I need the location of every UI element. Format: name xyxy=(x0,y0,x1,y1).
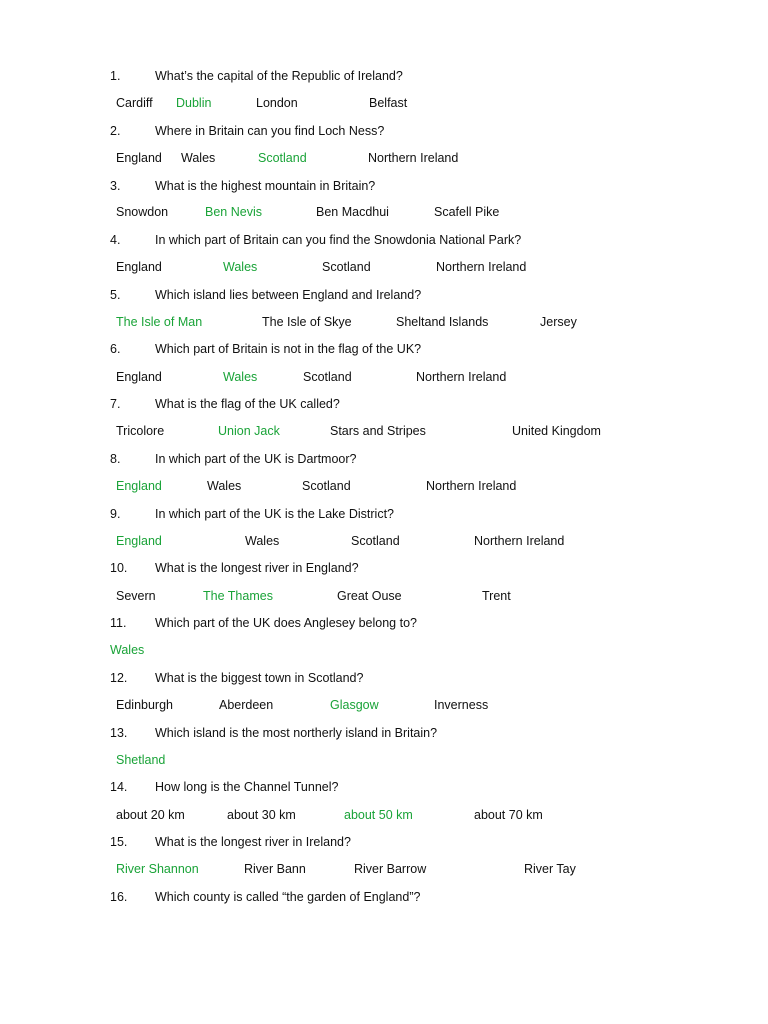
answer-option: Wales xyxy=(207,479,242,493)
answer-option: Inverness xyxy=(434,698,489,712)
answer-option: Northern Ireland xyxy=(436,260,527,274)
question-text: Which island lies between England and Ireland? xyxy=(155,288,422,302)
question-4 xyxy=(0,233,768,251)
answer-option: Jersey xyxy=(540,315,577,329)
question-number: 14. xyxy=(110,780,128,794)
question-text: Which part of Britain is not in the flag of the UK? xyxy=(155,342,422,356)
question-number: 16. xyxy=(110,890,128,904)
answer-option: Scafell Pike xyxy=(434,205,500,219)
question-text: What is the longest river in Ireland? xyxy=(155,835,351,849)
answer-row-8 xyxy=(0,479,768,497)
correct-answer-option: England xyxy=(116,534,162,548)
answer-option: River Barrow xyxy=(354,862,427,876)
question-15 xyxy=(0,835,768,853)
answer-option: England xyxy=(116,151,162,165)
question-2 xyxy=(0,124,768,142)
question-text: What is the flag of the UK called? xyxy=(155,397,340,411)
correct-answer-option: Shetland xyxy=(116,753,166,767)
answer-row-5 xyxy=(0,315,768,333)
correct-answer-option: about 50 km xyxy=(344,808,413,822)
answer-option: Aberdeen xyxy=(219,698,274,712)
question-text: Which part of the UK does Anglesey belong to? xyxy=(155,616,417,630)
question-16 xyxy=(0,890,768,908)
answer-option: Snowdon xyxy=(116,205,169,219)
answer-option: Northern Ireland xyxy=(368,151,459,165)
answer-option: River Bann xyxy=(244,862,306,876)
answer-row-10 xyxy=(0,589,768,607)
correct-answer-option: The Thames xyxy=(203,589,273,603)
correct-answer-option: England xyxy=(116,479,162,493)
answer-row-1 xyxy=(0,96,768,114)
correct-answer-option: Scotland xyxy=(258,151,307,165)
answer-option: Tricolore xyxy=(116,424,165,438)
question-number: 3. xyxy=(110,179,121,193)
correct-answer-option: Glasgow xyxy=(330,698,379,712)
answer-row-4 xyxy=(0,260,768,278)
answer-option: Cardiff xyxy=(116,96,153,110)
question-11 xyxy=(0,616,768,634)
answer-row-11 xyxy=(0,643,768,661)
question-text: In which part of the UK is the Lake District? xyxy=(155,507,394,521)
question-7 xyxy=(0,397,768,415)
question-text: Which island is the most northerly island in Britain? xyxy=(155,726,438,740)
question-text: In which part of Britain can you find the Snowdonia National Park? xyxy=(155,233,522,247)
question-number: 9. xyxy=(110,507,121,521)
answer-option: England xyxy=(116,370,162,384)
question-number: 6. xyxy=(110,342,121,356)
answer-row-13 xyxy=(0,753,768,771)
question-10 xyxy=(0,561,768,579)
answer-option: Scotland xyxy=(322,260,371,274)
answer-option: Great Ouse xyxy=(337,589,402,603)
answer-option: Severn xyxy=(116,589,156,603)
answer-option: Northern Ireland xyxy=(474,534,565,548)
answer-option: about 70 km xyxy=(474,808,543,822)
answer-option: Northern Ireland xyxy=(426,479,517,493)
question-number: 5. xyxy=(110,288,121,302)
question-number: 4. xyxy=(110,233,121,247)
answer-row-14 xyxy=(0,808,768,826)
question-number: 8. xyxy=(110,452,121,466)
question-12 xyxy=(0,671,768,689)
question-number: 1. xyxy=(110,69,121,83)
question-text: How long is the Channel Tunnel? xyxy=(155,780,339,794)
correct-answer-option: Ben Nevis xyxy=(205,205,262,219)
answer-option: Wales xyxy=(245,534,280,548)
question-1 xyxy=(0,69,768,87)
question-number: 12. xyxy=(110,671,128,685)
question-text: Where in Britain can you find Loch Ness? xyxy=(155,124,385,138)
correct-answer-option: River Shannon xyxy=(116,862,199,876)
question-text: Which county is called “the garden of England”? xyxy=(155,890,421,904)
answer-row-3 xyxy=(0,205,768,223)
correct-answer-option: The Isle of Man xyxy=(116,315,203,329)
question-3 xyxy=(0,179,768,197)
correct-answer-option: Dublin xyxy=(176,96,212,110)
answer-option: Scotland xyxy=(303,370,352,384)
answer-option: England xyxy=(116,260,162,274)
answer-row-2 xyxy=(0,151,768,169)
answer-option: Scotland xyxy=(351,534,400,548)
answer-option: about 30 km xyxy=(227,808,296,822)
answer-option: Stars and Stripes xyxy=(330,424,426,438)
answer-option: Trent xyxy=(482,589,511,603)
question-text: What’s the capital of the Republic of Ireland? xyxy=(155,69,403,83)
answer-option: The Isle of Skye xyxy=(262,315,352,329)
question-number: 7. xyxy=(110,397,121,411)
answer-option: River Tay xyxy=(524,862,576,876)
answer-option: Wales xyxy=(181,151,216,165)
question-6 xyxy=(0,342,768,360)
question-text: In which part of the UK is Dartmoor? xyxy=(155,452,357,466)
answer-option: Northern Ireland xyxy=(416,370,507,384)
correct-answer-option: Wales xyxy=(223,370,258,384)
correct-answer-option: Wales xyxy=(110,643,145,657)
correct-answer-option: Wales xyxy=(223,260,258,274)
question-text: What is the longest river in England? xyxy=(155,561,359,575)
question-number: 15. xyxy=(110,835,128,849)
answer-option: Edinburgh xyxy=(116,698,173,712)
answer-option: Ben Macdhui xyxy=(316,205,389,219)
question-number: 11. xyxy=(110,616,127,630)
answer-option: Sheltand Islands xyxy=(396,315,489,329)
question-number: 2. xyxy=(110,124,121,138)
question-5 xyxy=(0,288,768,306)
answer-option: Belfast xyxy=(369,96,408,110)
question-8 xyxy=(0,452,768,470)
question-text: What is the highest mountain in Britain? xyxy=(155,179,376,193)
answer-option: United Kingdom xyxy=(512,424,601,438)
question-number: 13. xyxy=(110,726,128,740)
answer-row-15 xyxy=(0,862,768,880)
answer-row-9 xyxy=(0,534,768,552)
question-text: What is the biggest town in Scotland? xyxy=(155,671,364,685)
answer-option: Scotland xyxy=(302,479,351,493)
question-9 xyxy=(0,507,768,525)
answer-row-6 xyxy=(0,370,768,388)
question-13 xyxy=(0,726,768,744)
question-14 xyxy=(0,780,768,798)
correct-answer-option: Union Jack xyxy=(218,424,280,438)
answer-option: about 20 km xyxy=(116,808,185,822)
answer-option: London xyxy=(256,96,298,110)
answer-row-12 xyxy=(0,698,768,716)
question-number: 10. xyxy=(110,561,128,575)
answer-row-7 xyxy=(0,424,768,442)
